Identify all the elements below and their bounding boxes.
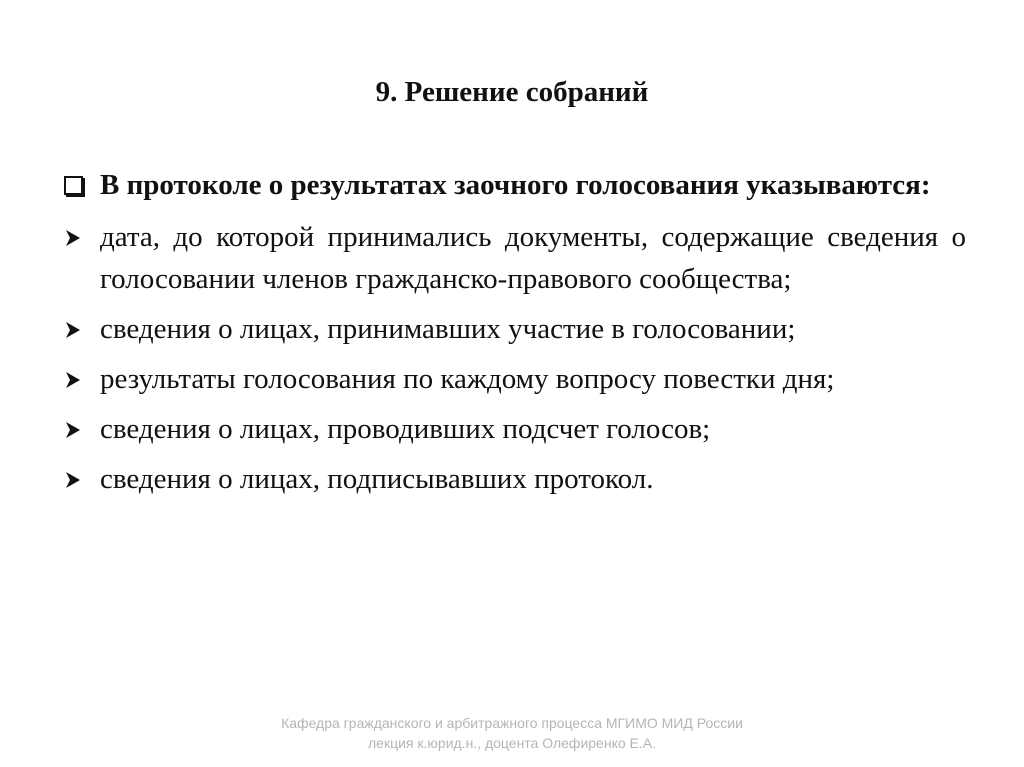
list-item-text: сведения о лицах, проводивших подсчет голосов;: [100, 413, 711, 445]
list-item: [64, 308, 966, 350]
arrowhead-right-icon: [64, 358, 94, 401]
list-item: [64, 216, 966, 300]
list-item: [64, 408, 966, 450]
list-item: [64, 458, 966, 500]
list-item-text: сведения о лицах, принимавших участие в голосовании;: [100, 313, 796, 345]
list-item-text: сведения о лицах, подписывавших протокол.: [100, 463, 654, 495]
arrowhead-right-icon: [64, 458, 94, 501]
list-heading-text: В протоколе о результатах заочного голосования указываются:: [100, 169, 931, 201]
list-item: [64, 358, 966, 400]
footer-line-lecturer: лекция к.юрид.н., доцента Олефиренко Е.А.: [368, 735, 656, 751]
arrowhead-right-icon: [64, 408, 94, 451]
checkbox-square-icon: [64, 164, 94, 207]
slide-content: [64, 164, 966, 508]
footer-line-department: Кафедра гражданского и арбитражного процесса МГИМО МИД России: [281, 715, 743, 731]
list-item-text: результаты голосования по каждому вопросу повестки дня;: [100, 363, 835, 395]
slide-title: 9. Решение собраний: [375, 76, 649, 108]
list-item-text: дата, до которой принимались документы, содержащие сведения о голосовании членов гражданско-правового сообщества;: [100, 221, 966, 295]
arrowhead-right-icon: [64, 308, 94, 351]
list-heading: [64, 164, 966, 206]
arrowhead-right-icon: [64, 216, 94, 259]
slide-footer: [0, 713, 1024, 753]
